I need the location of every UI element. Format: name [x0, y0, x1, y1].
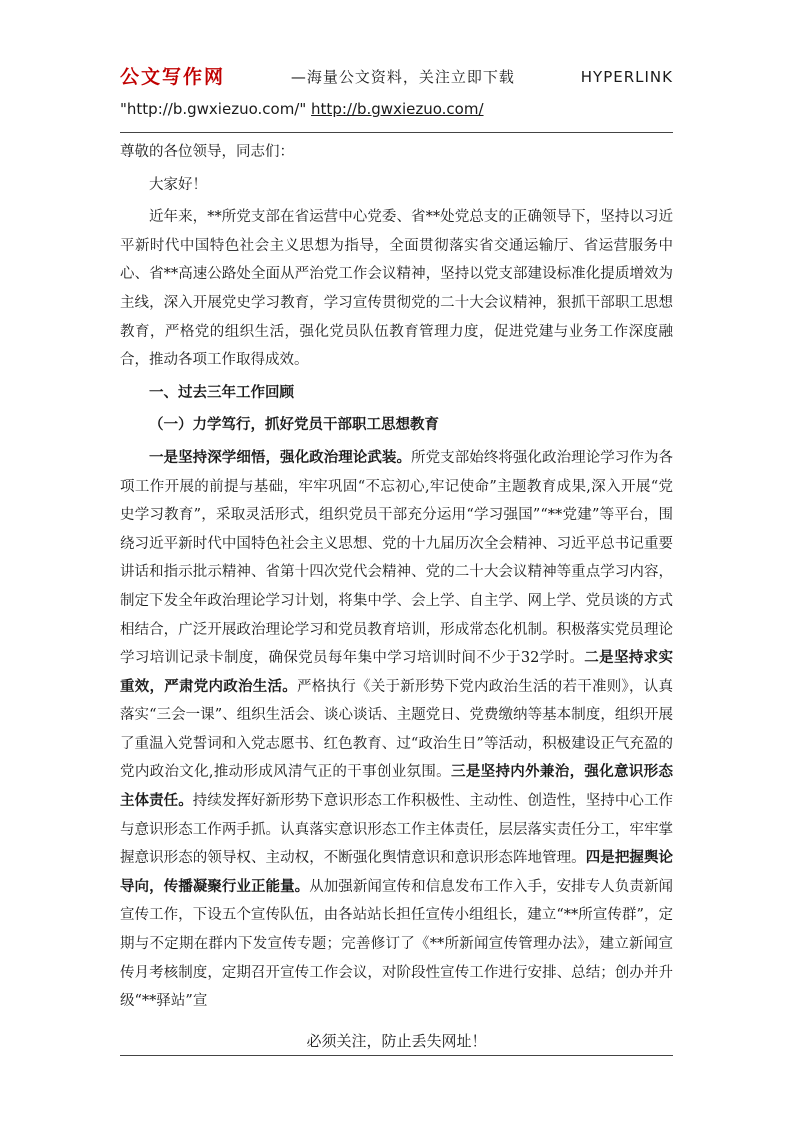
point-4-lead: 四是把握舆论导向，传播凝聚行业正能量。: [120, 849, 674, 895]
point-3-lead: 三是坚持内外兼治，强化意识形态主体责任。: [120, 763, 673, 810]
header-slogan: —海量公文资料，关注立即下载: [290, 68, 515, 86]
brand-logo-text[interactable]: 公文写作网: [120, 66, 226, 88]
document-body: [120, 138, 673, 1016]
point-1-text: 所党支部始终将强化政治理论学习作为各项工作开展的前提与基础，牢牢巩固“不忘初心,牢记使命”主题教育成果,深入开展“党史学习教育”，采取灵活形式，组织党员干部充分运用“学习强国”“**党建”等平台，围绕习近平新时代中国特色社会主义思想、党的十九届历次全会精神、习近平总书记重要讲话和指示批示精神、省第十四次党代会精神、党的二十大会议精神等重点学习内容，制定下发全年政治理论学习计划，将集中学、会上学、自主学、网上学、党员谈的方式相结合，广泛开展政治理论学习和党员教育培训，形成常态化机制。积极落实党员理论学习培训记录卡制度，确保党员每年集中学习培训时间不少于32学时。: [120, 449, 674, 667]
header-divider: [120, 132, 673, 133]
footer-divider: [120, 1055, 673, 1056]
hello-line: 大家好！: [149, 176, 207, 193]
point-2-text: 严格执行《关于新形势下党内政治生活的若干准则》，认真落实“三会一课”、组织生活会、谈心谈话、主题党日、党费缴纳等基本制度，组织开展了重温入党誓词和入党志愿书、红色教育、过“政治生日”等活动，积极建设正气充盈的党内政治文化,推动形成风清气正的干事创业氛围。: [120, 678, 673, 781]
hyperlink-field-quoted: "http://b.gwxiezuo.com/": [120, 100, 307, 118]
header-line-1: [120, 66, 673, 88]
subsection-heading: （一）力学笃行，抓好党员干部职工思想教育: [149, 416, 439, 434]
greeting: 尊敬的各位领导，同志们：: [120, 144, 294, 160]
point-2-lead: 二是坚持求实重效，严肃党内政治生活。: [120, 649, 674, 695]
body-paragraph: [120, 444, 673, 1016]
site-url-link[interactable]: http://b.gwxiezuo.com/: [311, 100, 484, 118]
hyperlink-field-word: HYPERLINK: [580, 68, 673, 86]
point-3-text: 持续发挥好新形势下意识形态工作积极性、主动性、创造性，坚持中心工作与意识形态工作两手抓。认真落实意识形态工作主体责任，层层落实责任分工，牢牢掌握意识形态的领导权、主动权，不断强化舆情意识和意识形态阵地管理。: [120, 793, 674, 867]
footer-notice: 必须关注，防止丢失网址！: [306, 1032, 487, 1050]
page-header: [120, 66, 673, 120]
point-1-lead: 一是坚持深学细悟，强化政治理论武装。: [149, 448, 412, 466]
intro-paragraph: 近年来，**所党支部在省运营中心党委、省**处党总支的正确领导下，坚持以习近平新时代中国特色社会主义思想为指导，全面贯彻落实省交通运输厅、省运营服务中心、省**高速公路处全面从严治党工作会议精神，坚持以党支部建设标准化提质增效为主线，深入开展党史学习教育，学习宣传贯彻党的二十大会议精神，狠抓干部职工思想教育，严格党的组织生活，强化党员队伍教育管理力度，促进党建与业务工作深度融合，推动各项工作取得成效。: [120, 209, 673, 369]
section-heading: 一、过去三年工作回顾: [149, 383, 294, 401]
header-line-2: [120, 98, 673, 120]
point-4-text: 从加强新闻宣传和信息发布工作入手，安排专人负责新闻宣传工作，下设五个宣传队伍，由各站站长担任宣传小组组长，建立“**所宣传群”，定期与不定期在群内下发宣传专题；完善修订了《**所新闻宣传管理办法》，建立新闻宣传月考核制度，定期召开宣传工作会议，对阶段性宣传工作进行安排、总结；创办并升级“**驿站”宣: [120, 878, 673, 1010]
